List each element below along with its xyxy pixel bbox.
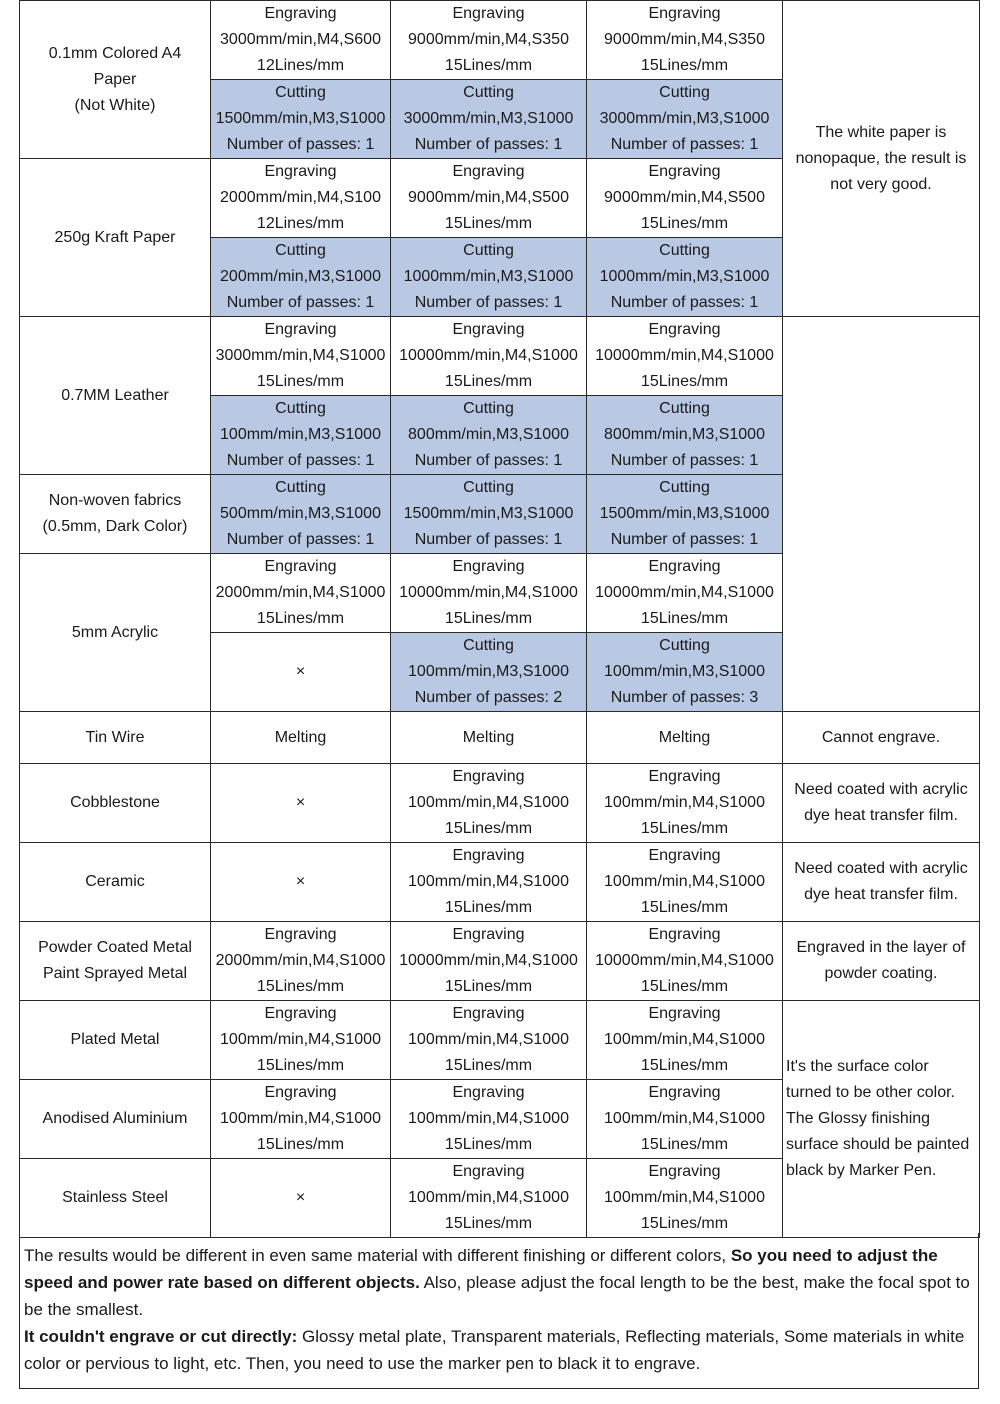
- material-cell-line: Plated Metal: [70, 1031, 160, 1048]
- engraving-setting-line: Engraving: [648, 5, 721, 22]
- table-row: [20, 317, 980, 396]
- cutting-setting-line: Number of passes: 1: [414, 452, 563, 469]
- engraving-setting-line: Engraving: [648, 1005, 721, 1022]
- status-cell-line: Melting: [274, 728, 327, 746]
- cutting-setting-line: Number of passes: 1: [226, 531, 375, 548]
- engraving-setting: [211, 1001, 391, 1080]
- cutting-setting-line: Number of passes: 1: [226, 136, 375, 153]
- cutting-setting-line: Number of passes: 1: [610, 294, 759, 311]
- cutting-setting-line: Number of passes: 2: [414, 689, 563, 706]
- engraving-setting-line: 9000mm/min,M4,S500: [604, 189, 765, 206]
- material-cell: [20, 475, 211, 554]
- engraving-setting-line: 15Lines/mm: [444, 215, 533, 232]
- engraving-setting-line: 100mm/min,M4,S1000: [604, 873, 765, 890]
- remark-cell-line: The Glossy finishing: [786, 1110, 931, 1127]
- cutting-setting-line: 100mm/min,M3,S1000: [604, 663, 765, 680]
- engraving-setting: [211, 317, 391, 396]
- cutting-setting-line: Cutting: [659, 637, 710, 654]
- engraving-setting: [391, 843, 587, 922]
- engraving-setting-line: 15Lines/mm: [640, 820, 729, 837]
- engraving-setting-line: 15Lines/mm: [444, 1215, 533, 1232]
- cutting-setting-line: Cutting: [463, 637, 514, 654]
- engraving-setting-line: 15Lines/mm: [640, 1215, 729, 1232]
- engraving-setting: [211, 1080, 391, 1159]
- cutting-setting-line: Number of passes: 1: [610, 531, 759, 548]
- engraving-setting: [391, 922, 587, 1001]
- cutting-setting-line: Cutting: [659, 242, 710, 259]
- cutting-setting: [587, 633, 783, 712]
- engraving-setting-line: 3000mm/min,M4,S1000: [215, 347, 386, 364]
- material-cell-line: Tin Wire: [85, 728, 145, 746]
- note-text: The results would be different in even same material with different finishing or different colors,: [24, 1246, 731, 1265]
- engraving-setting-line: 10000mm/min,M4,S1000: [595, 347, 774, 364]
- engraving-setting-line: Engraving: [264, 926, 337, 943]
- engraving-setting-line: 100mm/min,M4,S1000: [604, 1110, 765, 1127]
- cutting-setting: [587, 475, 783, 554]
- status-cell: [391, 712, 587, 764]
- engraving-setting-line: Engraving: [648, 1163, 721, 1180]
- engraving-setting-line: 100mm/min,M4,S1000: [604, 1031, 765, 1048]
- engraving-setting: [391, 1001, 587, 1080]
- status-cell-line: ×: [295, 1189, 306, 1206]
- material-cell: [20, 317, 211, 475]
- engraving-setting-line: Engraving: [648, 321, 721, 338]
- cutting-setting-line: Number of passes: 1: [226, 452, 375, 469]
- cutting-setting-line: 200mm/min,M3,S1000: [220, 268, 381, 285]
- note-paragraph-1: [24, 1242, 974, 1323]
- cutting-setting-line: 1000mm/min,M3,S1000: [599, 268, 770, 285]
- cutting-setting-line: 800mm/min,M3,S1000: [604, 426, 765, 443]
- cutting-setting-line: Number of passes: 1: [610, 136, 759, 153]
- table-row: [20, 1001, 980, 1080]
- engraving-setting: [587, 317, 783, 396]
- engraving-setting-line: 100mm/min,M4,S1000: [220, 1031, 381, 1048]
- cutting-setting: [211, 396, 391, 475]
- remark-cell: [783, 1001, 980, 1238]
- material-cell: [20, 1080, 211, 1159]
- cutting-setting: [391, 633, 587, 712]
- status-cell: [211, 1159, 391, 1238]
- engraving-setting-line: 12Lines/mm: [256, 57, 345, 74]
- engraving-setting-line: Engraving: [264, 1084, 337, 1101]
- engraving-setting-line: 9000mm/min,M4,S500: [408, 189, 569, 206]
- status-cell-line: Melting: [658, 728, 711, 746]
- cutting-setting-line: Cutting: [659, 84, 710, 101]
- material-cell-line: Anodised Aluminium: [42, 1110, 188, 1127]
- status-cell-line: ×: [295, 794, 306, 811]
- cutting-setting-line: Cutting: [275, 479, 326, 496]
- cutting-setting-line: Number of passes: 3: [610, 689, 759, 706]
- engraving-setting: [587, 1080, 783, 1159]
- engraving-setting-line: 15Lines/mm: [256, 373, 345, 390]
- engraving-setting-line: Engraving: [648, 847, 721, 864]
- cutting-setting-line: Cutting: [463, 400, 514, 417]
- material-cell-line: Powder Coated Metal: [38, 939, 192, 956]
- engraving-setting-line: 9000mm/min,M4,S350: [408, 31, 569, 48]
- engraving-setting-line: Engraving: [648, 926, 721, 943]
- cutting-setting: [587, 80, 783, 159]
- table-row: [20, 764, 980, 843]
- remark-cell: [783, 843, 980, 922]
- material-cell: [20, 1, 211, 159]
- engraving-setting: [587, 1159, 783, 1238]
- engraving-setting-line: 15Lines/mm: [256, 1136, 345, 1153]
- cutting-setting-line: 1500mm/min,M3,S1000: [403, 505, 574, 522]
- engraving-setting: [391, 159, 587, 238]
- cutting-setting-line: 500mm/min,M3,S1000: [220, 505, 381, 522]
- engraving-setting-line: Engraving: [452, 558, 525, 575]
- material-cell-line: 250g Kraft Paper: [54, 228, 176, 246]
- engraving-setting-line: 15Lines/mm: [256, 978, 345, 995]
- engraving-setting: [587, 1, 783, 80]
- cutting-setting-line: Number of passes: 1: [414, 136, 563, 153]
- engraving-setting: [211, 159, 391, 238]
- engraving-setting-line: 15Lines/mm: [444, 57, 533, 74]
- material-cell-line: Cobblestone: [70, 794, 160, 811]
- status-cell: [587, 712, 783, 764]
- engraving-setting-line: 15Lines/mm: [444, 1136, 533, 1153]
- engraving-setting-line: 2000mm/min,M4,S1000: [215, 584, 386, 601]
- material-cell: [20, 712, 211, 764]
- cutting-setting: [391, 238, 587, 317]
- cutting-setting-line: 100mm/min,M3,S1000: [220, 426, 381, 443]
- status-cell: [211, 764, 391, 843]
- cutting-setting-line: 3000mm/min,M3,S1000: [403, 110, 574, 127]
- remark-cell-line: Need coated with acrylic: [794, 781, 968, 798]
- engraving-setting-line: Engraving: [264, 558, 337, 575]
- engraving-setting-line: 2000mm/min,M4,S1000: [215, 952, 386, 969]
- engraving-setting: [391, 1080, 587, 1159]
- engraving-setting-line: Engraving: [264, 321, 337, 338]
- engraving-setting: [391, 1, 587, 80]
- engraving-setting-line: 15Lines/mm: [640, 57, 729, 74]
- cutting-setting: [391, 475, 587, 554]
- engraving-setting-line: 9000mm/min,M4,S350: [604, 31, 765, 48]
- material-cell-line: Paper: [93, 70, 137, 88]
- cutting-setting-line: Cutting: [275, 400, 326, 417]
- material-cell: [20, 843, 211, 922]
- cutting-setting-line: Number of passes: 1: [414, 294, 563, 311]
- cutting-setting-line: Number of passes: 1: [414, 531, 563, 548]
- status-cell: [211, 712, 391, 764]
- note-text: Also, please adjust the focal length to be the best, make the focal spot to be the smallest.: [24, 1273, 970, 1319]
- engraving-setting-line: 100mm/min,M4,S1000: [408, 794, 569, 811]
- status-cell: [211, 843, 391, 922]
- engraving-setting-line: 100mm/min,M4,S1000: [408, 1189, 569, 1206]
- engraving-setting-line: 100mm/min,M4,S1000: [408, 1110, 569, 1127]
- cutting-setting-line: Cutting: [275, 84, 326, 101]
- engraving-setting-line: Engraving: [264, 1005, 337, 1022]
- remark-cell: [783, 317, 980, 712]
- engraving-setting-line: 15Lines/mm: [444, 978, 533, 995]
- note-paragraph-2: [24, 1323, 974, 1377]
- engraving-setting: [211, 554, 391, 633]
- engraving-setting: [391, 764, 587, 843]
- cutting-setting-line: 1500mm/min,M3,S1000: [599, 505, 770, 522]
- engraving-setting-line: Engraving: [452, 5, 525, 22]
- engraving-setting-line: 15Lines/mm: [640, 610, 729, 627]
- material-cell-line: Paint Sprayed Metal: [42, 965, 188, 982]
- material-cell-line: 0.7MM Leather: [61, 386, 169, 404]
- remark-cell-line: It's the surface color: [786, 1058, 929, 1075]
- engraving-setting: [391, 554, 587, 633]
- note-text: Glossy metal plate, Transparent materials, Reflecting materials, Some materials in white color or pervious to light, etc. Then, you need to use the marker pen to black it to engrave.: [24, 1327, 965, 1373]
- remark-cell-line: nonopaque, the result is: [795, 149, 967, 167]
- cutting-setting-line: Cutting: [275, 242, 326, 259]
- note-emphasis: It couldn't engrave or cut directly:: [24, 1327, 298, 1346]
- remark-cell-line: surface should be painted: [786, 1136, 970, 1153]
- engraving-setting-line: Engraving: [452, 768, 525, 785]
- cutting-setting: [587, 238, 783, 317]
- engraving-setting-line: 15Lines/mm: [640, 1136, 729, 1153]
- table-row: [20, 712, 980, 764]
- engraving-setting: [587, 843, 783, 922]
- usage-notes: [19, 1233, 979, 1389]
- engraving-setting-line: Engraving: [648, 768, 721, 785]
- engraving-setting-line: 15Lines/mm: [256, 1057, 345, 1074]
- cutting-setting-line: Number of passes: 1: [226, 294, 375, 311]
- engraving-setting-line: 12Lines/mm: [256, 215, 345, 232]
- material-cell: [20, 1001, 211, 1080]
- engraving-setting-line: 10000mm/min,M4,S1000: [399, 584, 578, 601]
- settings-sheet: [19, 0, 979, 1238]
- material-cell-line: Stainless Steel: [62, 1189, 168, 1206]
- not-supported-cell: [211, 633, 391, 712]
- engraving-setting-line: Engraving: [452, 847, 525, 864]
- cutting-setting-line: Cutting: [463, 479, 514, 496]
- engraving-setting-line: 100mm/min,M4,S1000: [604, 794, 765, 811]
- engraving-setting-line: Engraving: [648, 558, 721, 575]
- engraving-setting-line: 100mm/min,M4,S1000: [220, 1110, 381, 1127]
- engraving-setting-line: Engraving: [452, 1005, 525, 1022]
- engraving-setting: [587, 159, 783, 238]
- engraving-setting: [587, 922, 783, 1001]
- cutting-setting-line: Cutting: [659, 400, 710, 417]
- cutting-setting-line: 1000mm/min,M3,S1000: [403, 268, 574, 285]
- engraving-setting: [391, 1159, 587, 1238]
- cutting-setting: [211, 475, 391, 554]
- material-cell-line: Ceramic: [85, 873, 145, 890]
- remark-cell-line: Engraved in the layer of: [796, 939, 966, 956]
- material-cell-line: (0.5mm, Dark Color): [42, 518, 188, 535]
- engraving-setting-line: 15Lines/mm: [444, 373, 533, 390]
- material-cell: [20, 1159, 211, 1238]
- cutting-setting-line: Cutting: [463, 84, 514, 101]
- not-supported-cell-line: ×: [295, 663, 306, 680]
- engraving-setting-line: 15Lines/mm: [444, 899, 533, 916]
- engraving-setting: [391, 317, 587, 396]
- cutting-setting: [211, 80, 391, 159]
- material-settings-table: [19, 0, 980, 1238]
- remark-cell-line: Cannot engrave.: [821, 728, 941, 746]
- cutting-setting-line: Cutting: [659, 479, 710, 496]
- note-emphasis: So you need to adjust the speed and power rate based on different objects.: [24, 1246, 938, 1292]
- cutting-setting: [211, 238, 391, 317]
- material-cell-line: 0.1mm Colored A4: [48, 44, 182, 62]
- remark-cell: [783, 764, 980, 843]
- engraving-setting: [587, 764, 783, 843]
- engraving-setting-line: 100mm/min,M4,S1000: [408, 1031, 569, 1048]
- engraving-setting-line: 15Lines/mm: [640, 978, 729, 995]
- engraving-setting-line: 2000mm/min,M4,S100: [220, 189, 381, 206]
- remark-cell-line: dye heat transfer film.: [804, 886, 958, 903]
- remark-cell: [783, 712, 980, 764]
- cutting-setting-line: 100mm/min,M3,S1000: [408, 663, 569, 680]
- remark-cell-line: powder coating.: [824, 965, 938, 982]
- engraving-setting-line: 15Lines/mm: [640, 899, 729, 916]
- engraving-setting-line: 15Lines/mm: [256, 610, 345, 627]
- engraving-setting-line: 10000mm/min,M4,S1000: [595, 952, 774, 969]
- engraving-setting: [211, 922, 391, 1001]
- table-row: [20, 1, 980, 80]
- remark-cell-line: not very good.: [830, 175, 932, 193]
- cutting-setting: [391, 80, 587, 159]
- cutting-setting: [391, 396, 587, 475]
- engraving-setting-line: Engraving: [452, 926, 525, 943]
- cutting-setting-line: Cutting: [463, 242, 514, 259]
- engraving-setting-line: Engraving: [648, 1084, 721, 1101]
- cutting-setting-line: 800mm/min,M3,S1000: [408, 426, 569, 443]
- status-cell-line: ×: [295, 873, 306, 890]
- engraving-setting-line: Engraving: [452, 163, 525, 180]
- status-cell-line: Melting: [462, 728, 515, 746]
- engraving-setting-line: Engraving: [264, 5, 337, 22]
- remark-cell: [783, 1, 980, 317]
- engraving-setting: [211, 1, 391, 80]
- table-row: [20, 922, 980, 1001]
- remark-cell-line: black by Marker Pen.: [786, 1162, 937, 1179]
- engraving-setting-line: Engraving: [648, 163, 721, 180]
- material-cell: [20, 159, 211, 317]
- cutting-setting-line: Number of passes: 1: [610, 452, 759, 469]
- remark-cell-line: dye heat transfer film.: [804, 807, 958, 824]
- cutting-setting: [587, 396, 783, 475]
- engraving-setting-line: 15Lines/mm: [640, 215, 729, 232]
- material-cell-line: (Not White): [74, 96, 156, 114]
- engraving-setting-line: 100mm/min,M4,S1000: [604, 1189, 765, 1206]
- engraving-setting-line: 15Lines/mm: [640, 373, 729, 390]
- engraving-setting-line: 10000mm/min,M4,S1000: [595, 584, 774, 601]
- material-cell: [20, 554, 211, 712]
- engraving-setting-line: 10000mm/min,M4,S1000: [399, 952, 578, 969]
- engraving-setting-line: 3000mm/min,M4,S600: [220, 31, 381, 48]
- material-cell-line: 5mm Acrylic: [71, 623, 159, 641]
- remark-cell-line: The white paper is: [815, 123, 947, 141]
- engraving-setting-line: Engraving: [452, 321, 525, 338]
- material-cell-line: Non-woven fabrics: [48, 492, 182, 509]
- engraving-setting-line: Engraving: [452, 1084, 525, 1101]
- remark-cell-line: Need coated with acrylic: [794, 860, 968, 877]
- engraving-setting-line: Engraving: [452, 1163, 525, 1180]
- engraving-setting-line: 100mm/min,M4,S1000: [408, 873, 569, 890]
- engraving-setting: [587, 1001, 783, 1080]
- engraving-setting-line: 15Lines/mm: [444, 610, 533, 627]
- engraving-setting-line: 15Lines/mm: [444, 820, 533, 837]
- table-row: [20, 843, 980, 922]
- engraving-setting: [587, 554, 783, 633]
- engraving-setting-line: Engraving: [264, 163, 337, 180]
- engraving-setting-line: 15Lines/mm: [640, 1057, 729, 1074]
- material-cell: [20, 764, 211, 843]
- remark-cell-line: turned to be other color.: [786, 1084, 955, 1101]
- cutting-setting-line: 1500mm/min,M3,S1000: [215, 110, 386, 127]
- engraving-setting-line: 15Lines/mm: [444, 1057, 533, 1074]
- cutting-setting-line: 3000mm/min,M3,S1000: [599, 110, 770, 127]
- engraving-setting-line: 10000mm/min,M4,S1000: [399, 347, 578, 364]
- remark-cell: [783, 922, 980, 1001]
- material-cell: [20, 922, 211, 1001]
